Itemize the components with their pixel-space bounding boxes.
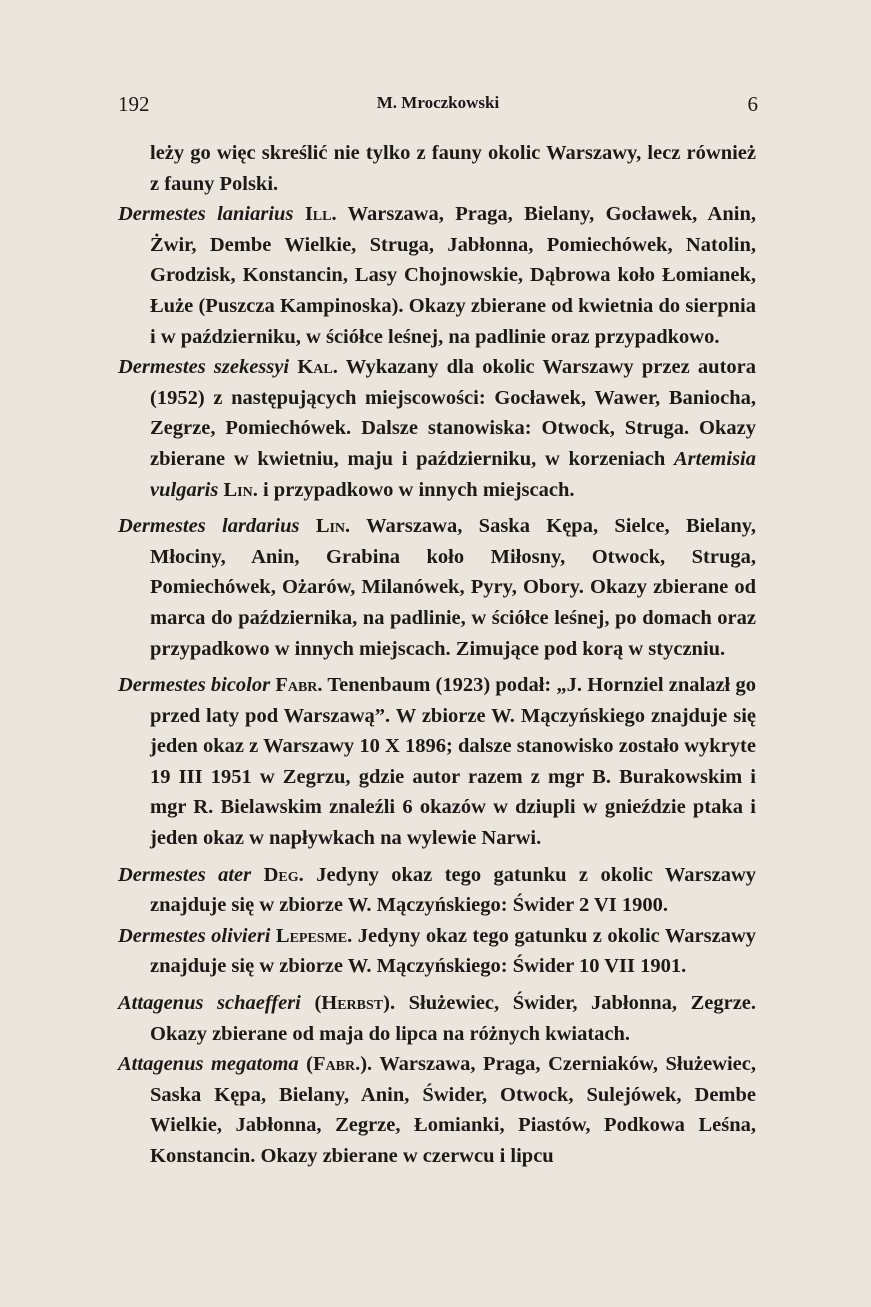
entry-text: Tenenbaum (1923) podał: „J. Hornziel znalazł go przed laty pod Warszawą”. W zbiorze W. Mączyńskiego znajduje się jeden okaz z Warszawy 10 X 1896; dalsze stanowisko zostało wykryte 19 III 1951 w Zegrzu, gdzie autor razem z mgr B. Burakowskim i mgr R. Bielawskim znaleźli 6 okazów w dziupli w gnieździe ptaka i jeden okaz w napływkach na wylewie Narwi. [150, 674, 756, 850]
entry-dermestes-lardarius [118, 511, 756, 664]
entry-dermestes-laniarius [118, 199, 756, 352]
species-author: (Herbst). [314, 992, 396, 1015]
entry-dermestes-szekessyi [118, 352, 756, 505]
species-author: Lepesme. [275, 924, 353, 947]
entry-text: Warszawa, Praga, Bielany, Gocławek, Anin, Żwir, Dembe Wielkie, Struga, Jabłonna, Pomiechówek, Natolin, Grodzisk, Konstancin, Lasy Chojnowskie, Dąbrowa koło Łomianek, Łuże (Puszcza Kampinoska). Okazy zbierane od kwietnia do sierpnia i w październiku, w ściółce leśnej, na padlinie oraz przypadkowo. [150, 203, 756, 348]
page-number: 192 [118, 92, 150, 116]
plant-author: Lin. [223, 478, 258, 501]
entry-text: Jedyny okaz tego gatunku z okolic Warszawy znajduje się w zbiorze W. Mączyńskiego: Świder 10 VII 1901. [150, 924, 756, 978]
species-author: Fabr. [275, 674, 323, 697]
article-body [118, 138, 756, 1172]
species-author: (Fabr.). [306, 1053, 373, 1076]
species-name: Dermestes szekessyi [118, 356, 290, 379]
species-name: Attagenus schaefferi [118, 992, 301, 1015]
species-name: Dermestes ater [118, 863, 252, 886]
species-name: Attagenus megatoma [118, 1053, 299, 1076]
entry-attagenus-megatoma [118, 1049, 756, 1171]
entry-dermestes-bicolor [118, 670, 756, 854]
running-author: M. Mroczkowski [376, 93, 500, 112]
species-author: Lin. [315, 515, 351, 538]
species-author: Deg. [263, 863, 304, 886]
entry-attagenus-schaefferi [118, 988, 756, 1049]
species-author: Kal. [297, 356, 338, 379]
species-name: Dermestes lardarius [118, 515, 300, 538]
species-name: Dermestes laniarius [118, 203, 294, 226]
entry-text: Służewiec, Świder, Jabłonna, Zegrze. Okazy zbierane od maja do lipca na różnych kwiatach. [150, 992, 757, 1045]
entry-dermestes-ater [118, 860, 756, 921]
issue-number: 6 [747, 92, 758, 116]
entry-text: Warszawa, Praga, Czerniaków, Służewiec, Saska Kępa, Bielany, Anin, Świder, Otwock, Sulejówek, Dembe Wielkie, Jabłonna, Zegrze, Łomianki, Piastów, Podkowa Leśna, Konstancin. Okazy zbierane w czerwcu i lipcu [150, 1053, 756, 1167]
intro-paragraph: leży go więc skreślić nie tylko z fauny okolic Warszawy, lecz również z fauny Polski. [150, 142, 756, 195]
entry-text: Wykazany dla okolic Warszawy przez autora (1952) z następujących miejscowości: Gocławek, Wawer, Baniocha, Zegrze, Pomiechówek. Dalsze stanowiska: Otwock, Struga. Okazy zbierane w kwietniu, maju i październiku, w korzeniach [150, 356, 756, 470]
entry-text-end: i przypadkowo w innych miejscach. [262, 478, 575, 501]
entry-text: Jedyny okaz tego gatunku z okolic Warszawy znajduje się w zbiorze W. Mączyńskiego: Świder 2 VI 1900. [150, 863, 757, 917]
species-author: Ill. [304, 203, 337, 226]
species-name: Dermestes bicolor [118, 674, 271, 697]
species-name: Dermestes olivieri [118, 924, 271, 947]
entry-text: Warszawa, Saska Kępa, Sielce, Bielany, Młociny, Anin, Grabina koło Miłosny, Otwock, Struga, Pomiechówek, Ożarów, Milanówek, Pyry, Obory. Okazy zbierane od marca do października, na padlinie, w ściółce leśnej, po domach oraz przypadkowo w innych miejscach. Zimujące pod korą w styczniu. [150, 515, 756, 660]
plant-name: Artemisia vulgaris [150, 447, 756, 501]
running-header [118, 92, 758, 118]
entry-dermestes-olivieri [118, 921, 756, 982]
